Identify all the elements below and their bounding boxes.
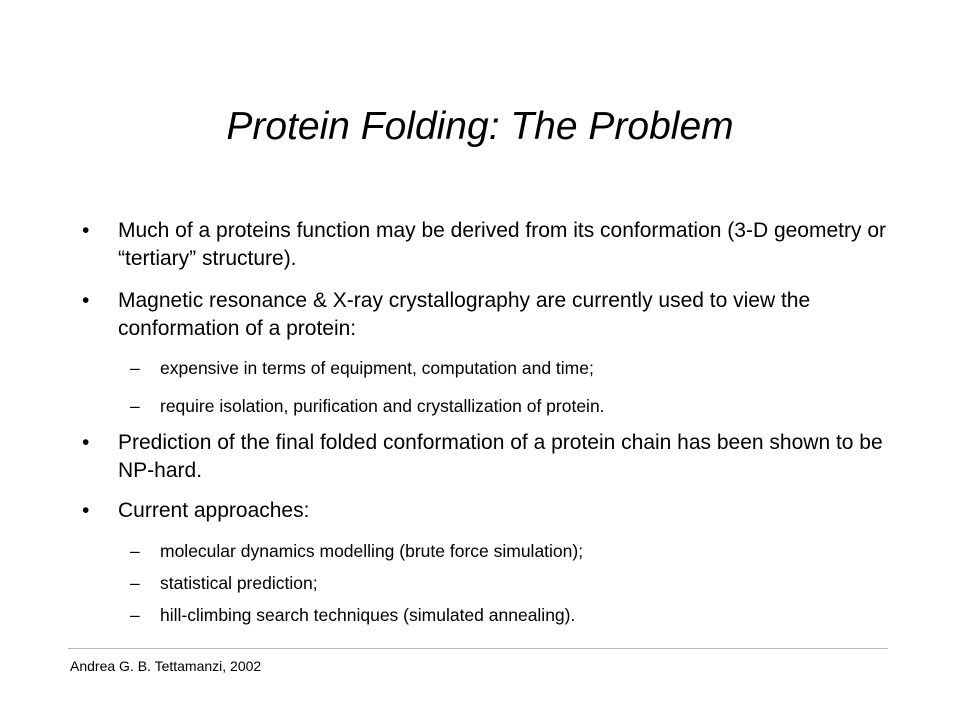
sub-item-text: require isolation, purification and crystallization of protein. [160,396,605,416]
bullet-item-function-conformation [82,217,898,273]
bullet-text: Magnetic resonance & X-ray crystallography are currently used to view the conformation of a protein: [118,289,811,340]
bullet-text: Much of a proteins function may be derived from its conformation (3-D geometry or “tertiary” structure). [118,219,886,270]
dash-icon: – [130,541,140,561]
sub-item-hill-climbing [130,603,900,627]
bullet-item-prediction-np-hard [82,429,898,485]
dash-icon: – [130,605,140,625]
footer-divider [68,648,888,649]
slide-title: Protein Folding: The Problem [226,105,734,148]
sub-item-statistical-prediction [130,571,900,595]
sub-item-text: expensive in terms of equipment, computation and time; [160,358,594,378]
sub-item-text: hill-climbing search techniques (simulated annealing). [160,605,576,625]
bullet-icon: • [82,289,90,312]
sub-item-text: molecular dynamics modelling (brute force simulation); [160,541,584,561]
dash-icon: – [130,573,140,593]
dash-icon: – [130,396,140,416]
bullet-icon: • [82,219,90,242]
sub-item-isolation [130,394,900,418]
bullet-item-magnetic-resonance [82,287,898,343]
footer-author: Andrea G. B. Tettamanzi, 2002 [70,658,262,674]
bullet-text: Prediction of the final folded conformation of a protein chain has been shown to be NP-hard. [118,431,883,482]
sub-item-molecular-dynamics [130,539,900,563]
bullet-item-current-approaches [82,497,898,525]
sub-item-text: statistical prediction; [160,573,318,593]
sub-item-expensive [130,356,900,380]
dash-icon: – [130,358,140,378]
bullet-icon: • [82,431,90,454]
bullet-icon: • [82,499,90,522]
bullet-text: Current approaches: [118,499,310,522]
